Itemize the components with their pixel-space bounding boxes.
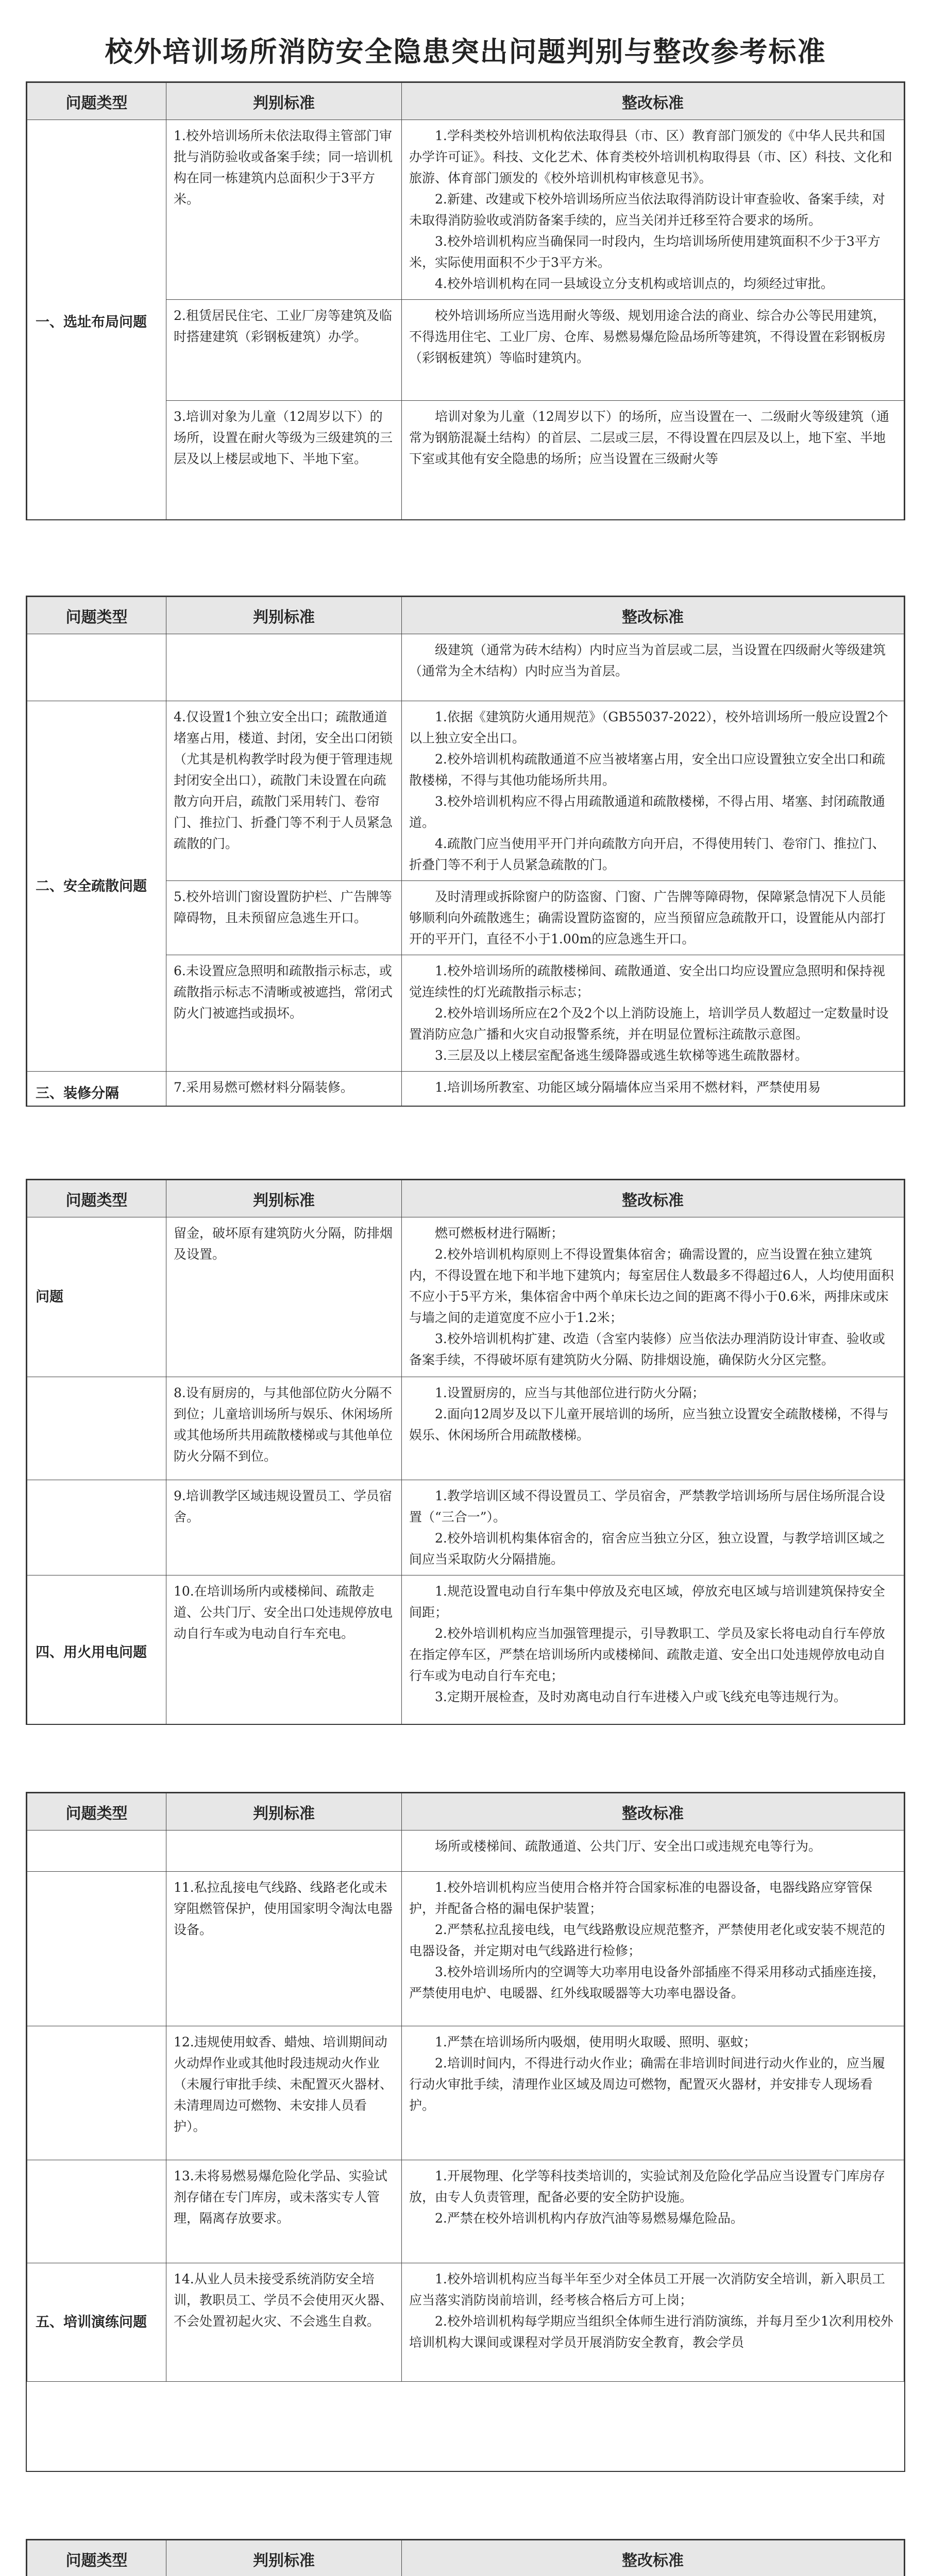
category-cell: [27, 1480, 166, 1575]
fix-cell: [402, 1575, 904, 1725]
fix-paragraph: 1.教学培训区域不得设置员工、学员宿舍，严禁教学培训场所与居住场所混合设置（“三合一”）。: [409, 1488, 885, 1524]
fix-paragraph: 场所或楼梯间、疏散通道、公共门厅、安全出口或违规充电等行为。: [435, 1839, 822, 1854]
table-row: [27, 1872, 904, 2026]
standards-table-2: [27, 597, 904, 1107]
fix-paragraph: 2.校外培训机构应当加强管理提示，引导教职工、学员及家长将电动自行车停放在指定停车区，严禁在培训场所内或楼梯间、疏散走道、安全出口处违规停放电动自行车或为电动自行车充电；: [409, 1626, 886, 1683]
fix-paragraph: 2.严禁私拉乱接电线，电气线路敷设应规范整齐，严禁使用老化或安装不规范的电器设备，并定期对电气线路进行检修；: [409, 1922, 885, 1958]
category-cell: [27, 1377, 166, 1480]
fix-cell: [402, 401, 904, 521]
fix-paragraph: 1.开展物理、化学等科技类培训的，实验试剂及危险化学品应当设置专门库房存放，由专人负责管理，配备必要的安全防护设施。: [409, 2168, 885, 2205]
fix-paragraph: 1.规范设置电动自行车集中停放及充电区域，停放充电区域与培训建筑保持安全间距；: [409, 1584, 885, 1620]
judge-cell: 5.校外培训门窗设置防护栏、广告牌等障碍物，且未预留应急逃生开口。: [166, 881, 402, 955]
fix-paragraph: 1.校外培训场所的疏散楼梯间、疏散通道、安全出口均应设置应急照明和保持视觉连续性的灯光疏散指示标志；: [409, 963, 885, 999]
fix-paragraph: 3.校外培训机构应当确保同一时段内，生均培训场所使用建筑面积不少于3平方米，实际使用面积不少于3平方米。: [409, 234, 881, 270]
header-problem-type: 问题类型: [27, 597, 166, 634]
header-judge-standard: 判别标准: [166, 1793, 402, 1831]
page-1: [26, 81, 905, 520]
judge-cell: 14.从业人员未接受系统消防安全培训，教职员工、学员不会使用灭火器、不会处置初起火灾、不会逃生自救。: [166, 2263, 402, 2382]
fix-cell: [402, 1072, 904, 1107]
category-cell: [27, 634, 166, 701]
judge-cell: 3.培训对象为儿童（12周岁以下）的场所，设置在耐火等级为三级建筑的三层及以上楼层或地下、半地下室。: [166, 401, 402, 521]
category-cell: 二、安全疏散问题: [27, 701, 166, 1072]
page-2: [26, 596, 905, 1107]
table-row: [27, 1072, 904, 1107]
fix-cell: [402, 1831, 904, 1872]
header-fix-standard: 整改标准: [402, 1180, 904, 1217]
judge-cell: 11.私拉乱接电气线路、线路老化或未穿阻燃管保护，使用国家明令淘汰电器设备。: [166, 1872, 402, 2026]
table-row: [27, 120, 904, 300]
table-row: [27, 2263, 904, 2382]
judge-cell: 9.培训教学区域违规设置员工、学员宿舍。: [166, 1480, 402, 1575]
fix-cell: [402, 2263, 904, 2382]
fix-cell: [402, 1480, 904, 1575]
category-cell: 四、用火用电问题: [27, 1575, 166, 1725]
fix-paragraph: 1.培训场所教室、功能区域分隔墙体应当采用不燃材料，严禁使用易: [435, 1080, 821, 1095]
category-cell: 三、装修分隔: [27, 1072, 166, 1107]
table-row: [27, 2160, 904, 2263]
judge-cell: 6.未设置应急照明和疏散指示标志，或疏散指示标志不清晰或被遮挡，常闭式防火门被遮挡或损坏。: [166, 955, 402, 1072]
fix-paragraph: 2.校外培训场所应在2个及2个以上消防设施上，培训学员人数超过一定数量时设置消防应急广播和火灾自动报警系统，并在明显位置标注疏散示意图。: [409, 1006, 889, 1042]
table-row: [27, 701, 904, 881]
document-title: 校外培训场所消防安全隐患突出问题判别与整改参考标准: [105, 35, 826, 68]
judge-cell: 10.在培训场所内或楼梯间、疏散走道、公共门厅、安全出口处违规停放电动自行车或为电动自行车充电。: [166, 1575, 402, 1725]
fix-cell: [402, 120, 904, 300]
fix-cell: [402, 1872, 904, 2026]
table-row: [27, 1575, 904, 1725]
fix-paragraph: 2.校外培训机构集体宿舍的，宿舍应当独立分区，独立设置，与教学培训区域之间应当采取防火分隔措施。: [409, 1531, 885, 1567]
page-3: [26, 1179, 905, 1725]
header-judge-standard: 判别标准: [166, 1180, 402, 1217]
header-problem-type: 问题类型: [27, 83, 166, 120]
standards-table-3: [27, 1180, 904, 1725]
category-cell: [27, 2026, 166, 2160]
fix-paragraph: 3.定期开展检查，及时劝离电动自行车进楼入户或飞线充电等违规行为。: [435, 1689, 847, 1704]
page-4: [26, 1792, 905, 2472]
header-fix-standard: 整改标准: [402, 1793, 904, 1831]
category-cell: 五、培训演练问题: [27, 2263, 166, 2382]
category-cell: 一、选址布局问题: [27, 120, 166, 521]
fix-paragraph: 3.校外培训场所内的空调等大功率用电设备外部插座不得采用移动式插座连接，严禁使用电炉、电暖器、红外线取暖器等大功率电器设备。: [409, 1964, 885, 2001]
judge-cell: 4.仅设置1个独立安全出口；疏散通道堵塞占用，楼道、封闭，安全出口闭锁（尤其是机构教学时段为便于管理违规封闭安全出口），疏散门未设置在向疏散方向开启，疏散门采用转门、卷帘门、推拉门、折叠门等不利于人员紧急疏散的门。: [166, 701, 402, 881]
fix-cell: [402, 955, 904, 1072]
fix-paragraph: 及时清理或拆除窗户的防盗窗、门窗、广告牌等障碍物，保障紧急情况下人员能够顺利向外疏散逃生；确需设置防盗窗的，应当预留应急疏散开口，设置能从内部打开的平开门，直径不小于1.00m的应急逃生开口。: [409, 889, 886, 946]
fix-cell: [402, 1377, 904, 1480]
fix-paragraph: 2.新建、改建或下校外培训场所应当依法取得消防设计审查验收、备案手续，对未取得消防验收或消防备案手续的，应当关闭并迁移至符合要求的场所。: [409, 192, 885, 228]
fix-paragraph: 2.面向12周岁及以下儿童开展培训的场所，应当独立设置安全疏散楼梯，不得与娱乐、休闲场所合用疏散楼梯。: [409, 1406, 889, 1443]
page-5: [26, 2539, 905, 2576]
header-judge-standard: 判别标准: [166, 83, 402, 120]
header-fix-standard: 整改标准: [402, 2540, 904, 2576]
fix-paragraph: 校外培训场所应当选用耐火等级、规划用途合法的商业、综合办公等民用建筑，不得选用住宅、工业厂房、仓库、易燃易爆危险品场所等建筑，不得设置在彩钢板房（彩钢板建筑）等临时建筑内。: [409, 308, 886, 365]
standards-table-1: [27, 82, 904, 520]
fix-cell: [402, 1217, 904, 1377]
judge-cell: 12.违规使用蚊香、蜡烛、培训期间动火动焊作业或其他时段违规动火作业（未履行审批手续、未配置灭火器材、未清理周边可燃物、未安排人员看护）。: [166, 2026, 402, 2160]
fix-cell: [402, 701, 904, 881]
table-header-row: [27, 597, 904, 634]
table-row: [27, 2026, 904, 2160]
header-problem-type: 问题类型: [27, 1180, 166, 1217]
fix-cell: [402, 881, 904, 955]
table-header-row: [27, 1180, 904, 1217]
table-row: [27, 1377, 904, 1480]
table-row: [27, 1217, 904, 1377]
fix-cell: [402, 300, 904, 401]
standards-table-5: [27, 2540, 904, 2576]
judge-cell: [166, 1831, 402, 1872]
category-cell: [27, 1872, 166, 2026]
standards-table-4: [27, 1793, 904, 2382]
table-row: [27, 1480, 904, 1575]
fix-paragraph: 3.三层及以上楼层室配备逃生缓降器或逃生软梯等逃生疏散器材。: [435, 1048, 808, 1063]
table-header-row: [27, 83, 904, 120]
header-fix-standard: 整改标准: [402, 597, 904, 634]
fix-paragraph: 4.校外培训机构在同一县域设立分支机构或培训点的，均须经过审批。: [435, 276, 834, 291]
judge-cell: 留金，破坏原有建筑防火分隔，防排烟及设置。: [166, 1217, 402, 1377]
fix-paragraph: 1.校外培训机构应当使用合格并符合国家标准的电器设备，电器线路应穿管保护，并配备合格的漏电保护装置；: [409, 1880, 872, 1916]
fix-paragraph: 2.培训时间内，不得进行动火作业；确需在非培训时间进行动火作业的，应当履行动火审批手续，清理作业区域及周边可燃物，配置灭火器材，并安排专人现场看护。: [409, 2056, 885, 2113]
table-header-row: [27, 1793, 904, 1831]
fix-paragraph: 培训对象为儿童（12周岁以下）的场所，应当设置在一、二级耐火等级建筑（通常为钢筋混凝土结构）的首层、二层或三层，不得设置在四层及以上，地下室、半地下室或其他有安全隐患的场所；应当设置在三级耐火等: [409, 409, 889, 466]
table-row: [27, 1831, 904, 1872]
fix-paragraph: 1.学科类校外培训机构依法取得县（市、区）教育部门颁发的《中华人民共和国办学许可证》。科技、文化艺术、体育类校外培训机构取得县（市、区）科技、文化和旅游、体育部门颁发的《校外培训机构审核意见书》。: [409, 128, 892, 185]
fix-paragraph: 1.依据《建筑防火通用规范》（GB55037-2022），校外培训场所一般应设置2个以上独立安全出口。: [409, 709, 888, 745]
category-cell: [27, 1831, 166, 1872]
judge-cell: 1.校外培训场所未依法取得主管部门审批与消防验收或备案手续；同一培训机构在同一栋建筑内总面积少于3平方米。: [166, 120, 402, 300]
table-row: [27, 634, 904, 701]
header-judge-standard: 判别标准: [166, 597, 402, 634]
header-judge-standard: 判别标准: [166, 2540, 402, 2576]
judge-cell: 13.未将易燃易爆危险化学品、实验试剂存储在专门库房，或未落实专人管理，隔离存放要求。: [166, 2160, 402, 2263]
fix-cell: [402, 2026, 904, 2160]
header-problem-type: 问题类型: [27, 2540, 166, 2576]
fix-paragraph: 级建筑（通常为砖木结构）内时应当为首层或二层，当设置在四级耐火等级建筑（通常为全木结构）内时应当为首层。: [409, 642, 886, 679]
fix-paragraph: 1.设置厨房的，应当与其他部位进行防火分隔；: [435, 1385, 705, 1400]
fix-paragraph: 2.校外培训机构疏散通道不应当被堵塞占用，安全出口应设置独立安全出口和疏散楼梯，不得与其他功能场所共用。: [409, 752, 885, 788]
category-cell: [27, 2160, 166, 2263]
fix-cell: [402, 634, 904, 701]
fix-paragraph: 燃可燃板材进行隔断；: [435, 1226, 564, 1241]
fix-paragraph: 3.校外培训机构扩建、改造（含室内装修）应当依法办理消防设计审查、验收或备案手续，不得破坏原有建筑防火分隔、防排烟设施，确保防火分区完整。: [409, 1331, 885, 1367]
judge-cell: 7.采用易燃可燃材料分隔装修。: [166, 1072, 402, 1107]
judge-cell: 2.租赁居民住宅、工业厂房等建筑及临时搭建建筑（彩钢板建筑）办学。: [166, 300, 402, 401]
fix-paragraph: 4.疏散门应当使用平开门并向疏散方向开启，不得使用转门、卷帘门、推拉门、折叠门等不利于人员紧急疏散的门。: [409, 836, 885, 872]
category-cell: 问题: [27, 1217, 166, 1377]
fix-paragraph: 3.校外培训机构应不得占用疏散通道和疏散楼梯，不得占用、堵塞、封闭疏散通道。: [409, 794, 885, 830]
fix-paragraph: 2.严禁在校外培训机构内存放汽油等易燃易爆危险品。: [435, 2211, 743, 2226]
fix-paragraph: 2.校外培训机构每学期应当组织全体师生进行消防演练，并每月至少1次利用校外培训机构大课间或课程对学员开展消防安全教育，教会学员: [409, 2314, 893, 2350]
judge-cell: [166, 634, 402, 701]
header-problem-type: 问题类型: [27, 1793, 166, 1831]
fix-cell: [402, 2160, 904, 2263]
header-fix-standard: 整改标准: [402, 83, 904, 120]
fix-paragraph: 1.严禁在培训场所内吸烟，使用明火取暖、照明、驱蚊；: [435, 2035, 756, 2049]
fix-paragraph: 2.校外培训机构原则上不得设置集体宿舍；确需设置的，应当设置在独立建筑内，不得设置在地下和半地下建筑内；每室居住人数最多不得超过6人，人均使用面积不应小于5平方米，集体宿舍中两个单床长边之间的距离不得小于0.6米，两排床或床与墙之间的走道宽度不应小于1.2米；: [409, 1247, 894, 1325]
judge-cell: 8.设有厨房的，与其他部位防火分隔不到位；儿童培训场所与娱乐、休闲场所或其他场所共用疏散楼梯或与其他单位防火分隔不到位。: [166, 1377, 402, 1480]
table-header-row: [27, 2540, 904, 2576]
fix-paragraph: 1.校外培训机构应当每半年至少对全体员工开展一次消防安全培训，新入职员工应当落实消防岗前培训，经考核合格后方可上岗；: [409, 2272, 885, 2308]
